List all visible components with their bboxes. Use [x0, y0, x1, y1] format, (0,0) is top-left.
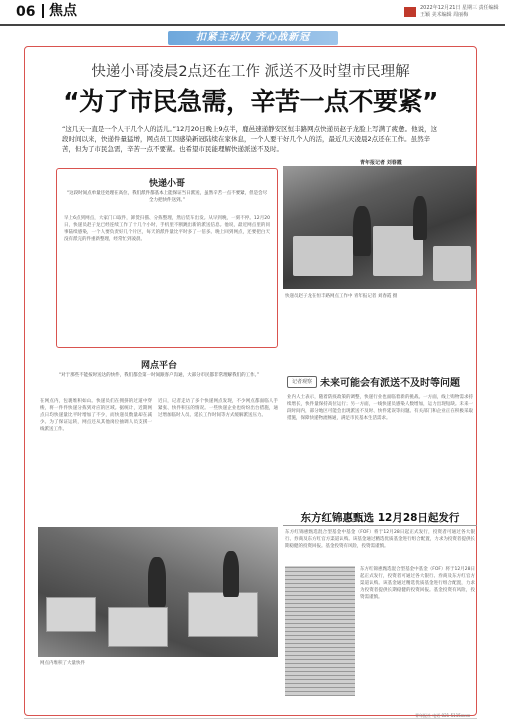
- courier-figure: [413, 196, 427, 240]
- future-section-title: 未来可能会有派送不及时等问题: [320, 378, 460, 389]
- network-section-quote: “对于那些不能按时送达的快件，我们都会第一时间跟客户沟通，大部分市民都非常理解我们的工作。”: [58, 373, 260, 378]
- courier-figure: [353, 206, 371, 256]
- footer-divider: [24, 718, 477, 719]
- network-body-right: 近日，记者走访了多个快递网点发现，不少网点都面临人手紧张、快件积压的情况。一些快递企业也纷纷出台措施，通过增加临时人员、延长工作时间等方式缓解派送压力。: [158, 399, 278, 418]
- newspaper-logo-icon: [404, 7, 416, 17]
- banner-text: 扣紧主动权 齐心战新冠: [195, 32, 311, 43]
- courier-warehouse-photo: [283, 166, 476, 289]
- masthead-info: 2022年12月21日 星期三 责任编辑 王颖 美术编辑 周丽梅: [420, 5, 499, 18]
- footer-text: 青年报社 电话 021-5115xxxx: [415, 713, 471, 718]
- article-byline: 青年报记者 刘春霞: [360, 160, 402, 166]
- parcel-sorting-photo: [38, 527, 278, 657]
- bottom-photo-caption: 网点内堆积了大量快件: [40, 661, 85, 666]
- worker-figure: [223, 551, 239, 597]
- network-section-title: 网点平台: [140, 361, 177, 371]
- parcel-box: [188, 592, 258, 637]
- parcel-box: [46, 597, 96, 632]
- article-headline: “为了市民急需，辛苦一点不要紧”: [63, 87, 438, 116]
- top-photo-caption: 快递员赵子龙在恒丰路网点工作中 青年报记者 刘春霞 摄: [285, 294, 398, 299]
- future-section-body: 业内人士表示，随着防疫政策的调整，快递行业也面临着新的挑战。一方面，线上购物需求持续增长，快件量保持高位运行；另一方面，一线快递员感染人数增加，运力出现短缺。未来一段时间内，部分地区可能会出现派送不及时、快件延误等问题。有关部门和企业正在积极采取措施，保障快递物流畅通，满足市民基本生活需求。: [287, 395, 473, 421]
- column-left-quote: “这段时间点单量还处理在高位，我们派件都基本上能保证当日派送，虽然辛苦一点不要紧，但是会尽全力把快件送到。”: [66, 191, 268, 203]
- campaign-banner: [168, 31, 338, 45]
- page-header: [0, 0, 505, 26]
- column-left-title: 快递小哥: [148, 179, 185, 189]
- observation-label: 记者观察: [287, 376, 317, 388]
- parcel-box: [108, 607, 168, 647]
- ad-body-columns: 东方红锦惠甄选混合型基金中基金（FOF）将于12月28日起正式发行，投资者可通过各大银行、券商及东方红官方渠道认购。该基金通过精选优质基金进行组合配置，力求为投资者提供长期稳健的投资回报。基金投资有风险，投资需谨慎。: [360, 567, 475, 600]
- parcel-pile: [433, 246, 471, 281]
- page-number: 06: [16, 4, 36, 20]
- network-body-left: 在网点内，包裹堆积如山。快递员们在拥挤的过道中穿梭，将一件件快递分拣到对应的区域。据统计，近期网点日均快递量比平时增加了不少，而快递员数量却在减少。为了保证运转，网点还从其他岗位抽调人员支援一线派送工作。: [40, 399, 152, 432]
- ad-divider: [283, 525, 477, 526]
- parcel-pile: [293, 236, 353, 276]
- column-left-body: 早上6点到网点，大家门口取件，卸货扫描、分拣整理，然后装车出发。从早到晚，一刻不停。12月20日，快递员赵子龙已经连续工作了十几个小时，手机里不断跳出新的派送信息。他说，最近网点里的同事陆续感染，一个人要负责好几个片区，每天的派件量比平时多了一倍多。晚上回到网点，还要把白天没有派完的件重新整理，经常忙到凌晨。: [64, 216, 270, 242]
- worker-figure: [148, 557, 166, 607]
- section-title: 焦点: [42, 4, 77, 18]
- article-lead: “这几天一直是一个人干几个人的活儿。”12月20日晚上9点半，鹿邑速递静安区恒丰路网点快递员赵子龙脸上写满了疲惫。他说，这段时间以来，快递件量猛增，网点员工因感染新冠陆续在家休息，一个人要干好几个人的活，最近几天凌晨2点还在工作。虽然辛苦，但为了市民急需，辛苦一点不要紧。也希望市民能理解快递派送不及时。: [62, 125, 438, 153]
- ad-body: 东方红锦惠甄选混合型基金中基金（FOF）将于12月28日起正式发行，投资者可通过各大银行、券商及东方红官方渠道认购。该基金通过精选优质基金进行组合配置，力求为投资者提供长期稳健的投资回报。基金投资有风险，投资需谨慎。: [285, 530, 475, 549]
- ad-image: [285, 566, 355, 696]
- article-subtitle: 快递小哥凌晨2点还在工作 派送不及时望市民理解: [91, 64, 410, 80]
- ad-title: 东方红锦惠甄选 12月28日起发行: [300, 512, 460, 524]
